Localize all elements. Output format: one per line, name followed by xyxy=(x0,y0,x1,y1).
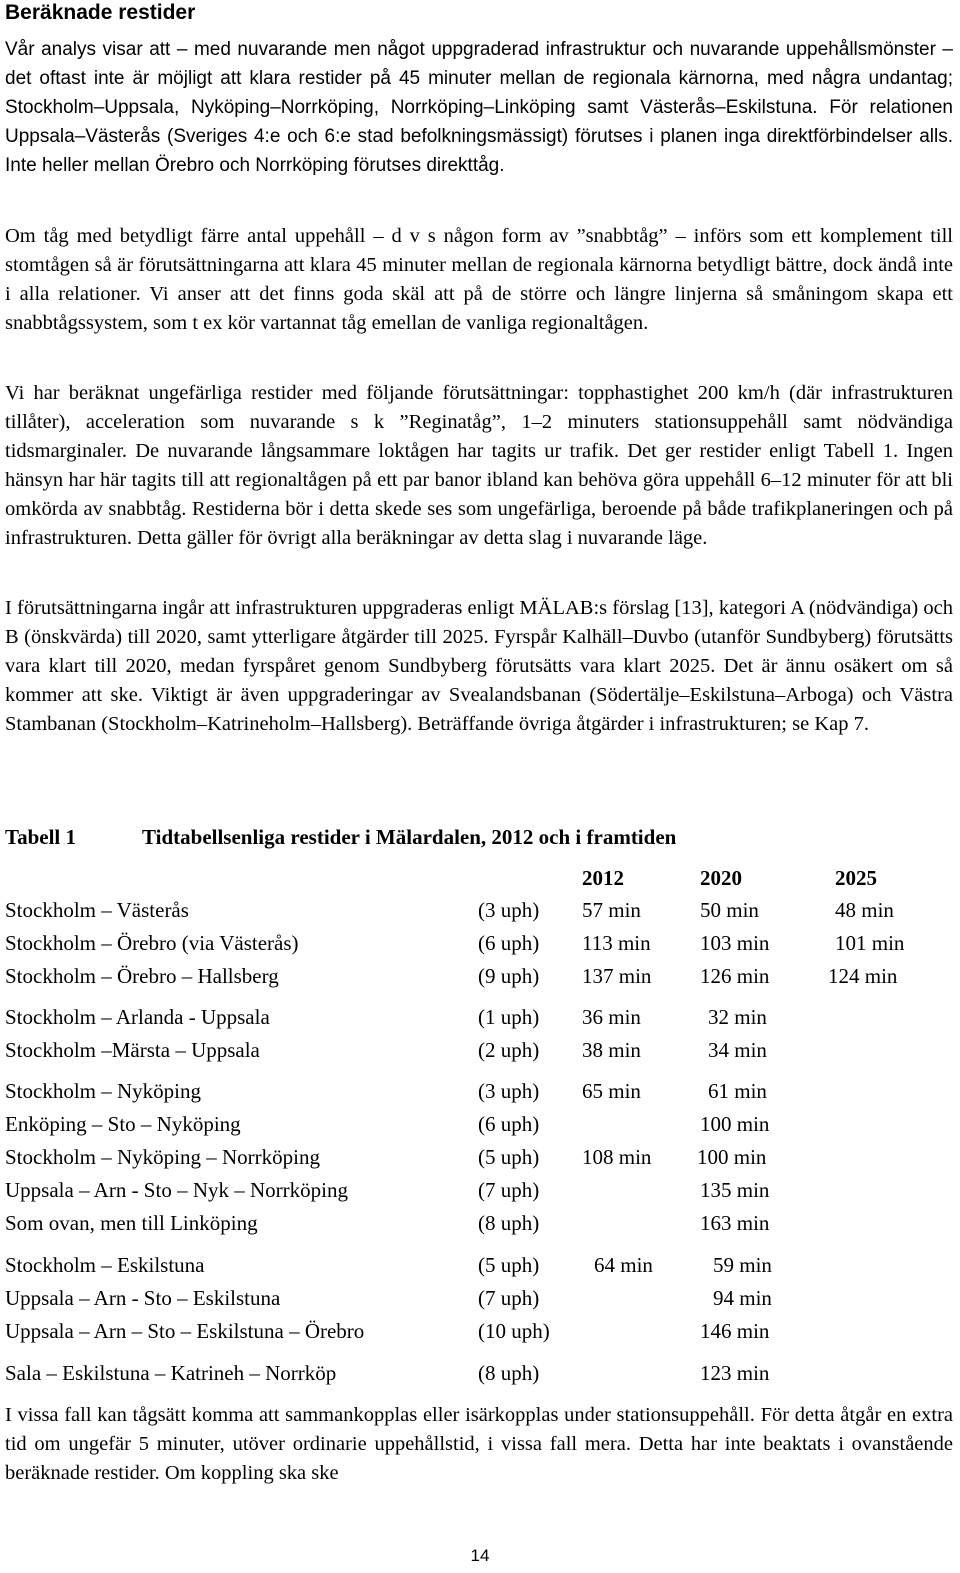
route-cell: Stockholm – Nyköping xyxy=(5,1079,202,1103)
departures-cell: (7 uph) xyxy=(478,1286,540,1310)
table-title: Tidtabellsenliga restider i Mälardalen, 2012 och i framtiden xyxy=(142,825,677,849)
route-cell: Stockholm –Märsta – Uppsala xyxy=(5,1038,260,1062)
time-2020-cell: 34 min xyxy=(708,1038,767,1062)
time-2020-cell: 100 min xyxy=(697,1145,767,1169)
table-row xyxy=(0,960,960,993)
time-2012-cell: 36 min xyxy=(582,1005,641,1029)
time-2020-cell: 94 min xyxy=(713,1286,772,1310)
table-row xyxy=(0,1357,960,1390)
departures-cell: (8 uph) xyxy=(478,1211,540,1235)
table-row xyxy=(0,1034,960,1067)
time-2012-cell: 57 min xyxy=(582,898,641,922)
route-cell: Uppsala – Arn – Sto – Eskilstuna – Örebro xyxy=(5,1319,365,1343)
paragraph-assumptions: Vi har beräknat ungefärliga restider med följande förutsättningar: topphastighet 200 km/h (där infrastrukturen tillåter), acceleration som nuvarande s k ”Reginatåg”, 1–2 minuters stationsuppehåll samt nödvändiga tidsmarginaler. De nuvarande långsammare loktågen har tagits ur trafik. Det ger restider enligt Tabell 1. Ingen hänsyn har här tagits till att regionaltågen på ett par banor ibland kan behöva göra uppehåll 6–12 minuter för att bli omkörda av snabbtåg. Restiderna bör i detta skede ses som ungefärliga, beroende på både trafikplaneringen och på infrastrukturen. Detta gäller för övrigt alla beräkningar av detta slag i nuvarande läge. xyxy=(5,382,953,549)
route-cell: Stockholm – Örebro – Hallsberg xyxy=(5,964,279,988)
departures-cell: (3 uph) xyxy=(478,898,540,922)
page-number: 14 xyxy=(470,1546,490,1565)
departures-cell: (5 uph) xyxy=(478,1253,540,1277)
column-header-2025: 2025 xyxy=(835,866,877,890)
section-heading: Beräknade restider xyxy=(5,1,196,24)
route-cell: Stockholm – Örebro (via Västerås) xyxy=(5,931,299,955)
time-2012-cell: 137 min xyxy=(582,964,652,988)
route-cell: Enköping – Sto – Nyköping xyxy=(5,1112,241,1136)
departures-cell: (6 uph) xyxy=(478,1112,540,1136)
time-2012-cell: 38 min xyxy=(582,1038,641,1062)
table-row xyxy=(0,1207,960,1240)
departures-cell: (1 uph) xyxy=(478,1005,540,1029)
time-2020-cell: 126 min xyxy=(700,964,770,988)
paragraph-infrastructure: I förutsättningarna ingår att infrastrukturen uppgraderas enligt MÄLAB:s förslag [13], kategori A (nödvändiga) och B (önskvärda) till 2020, samt ytterligare åtgärder till 2025. Fyrspår Kalhäll–Duvbo (utanför Sundbyberg) förutsätts vara klart till 2020, medan fyrspåret genom Sundbyberg förutsätts vara klart 2025. Det är ännu osäkert om så kommer att ske. Viktigt är även uppgraderingar av Svealandsbanan (Södertälje–Eskilstuna–Arboga) och Västra Stambanan (Stockholm–Katrineholm–Hallsberg). Beträffande övriga åtgärder i infrastrukturen; se Kap 7. xyxy=(5,597,953,735)
paragraph-coupling: I vissa fall kan tågsätt komma att sammankopplas eller isärkopplas under stationsuppehåll. För detta åtgår en extra tid om ungefär 5 minuter, utöver ordinarie uppehållstid, i vissa fall mera. Detta har inte beaktats i ovanstående beräknade restider. Om koppling ska ske xyxy=(5,1404,953,1484)
time-2012-cell: 108 min xyxy=(582,1145,652,1169)
time-2020-cell: 50 min xyxy=(700,898,759,922)
departures-cell: (2 uph) xyxy=(478,1038,540,1062)
time-2025-cell: 101 min xyxy=(835,931,905,955)
table-row xyxy=(0,1315,960,1348)
table-row xyxy=(0,1141,960,1174)
table-row xyxy=(0,1075,960,1108)
time-2025-cell: 124 min xyxy=(828,964,898,988)
paragraph-analysis: Vår analys visar att – med nuvarande men något uppgraderad infrastruktur och nuvarande uppehållsmönster – det oftast inte är möjligt att klara restider på 45 minuter mellan de regionala kärnorna, med några undantag; Stockholm–Uppsala, Nyköping–Norrköping, Norrköping–Linköping samt Västerås–Eskilstuna. För relationen Uppsala–Västerås (Sveriges 4:e och 6:e stad befolkningsmässigt) förutses i planen inga direktförbindelser alls. Inte heller mellan Örebro och Norrköping förutses direkttåg. xyxy=(5,39,953,176)
table-row xyxy=(0,1001,960,1034)
time-2020-cell: 123 min xyxy=(700,1361,770,1385)
time-2020-cell: 32 min xyxy=(708,1005,767,1029)
route-cell: Som ovan, men till Linköping xyxy=(5,1211,258,1235)
route-cell: Stockholm – Nyköping – Norrköping xyxy=(5,1145,320,1169)
paragraph-express-trains: Om tåg med betydligt färre antal uppehåll – d v s någon form av ”snabbtåg” – införs som ett komplement till stomtågen så är förutsättningarna att klara 45 minuter mellan de regionala kärnorna betydligt bättre, dock ändå inte i alla relationer. Vi anser att det finns goda skäl att på de större och längre linjerna så småningom skapa ett snabbtågssystem, som t ex kör vartannat tåg emellan de vanliga regionaltågen. xyxy=(5,225,953,334)
time-2025-cell: 48 min xyxy=(835,898,894,922)
table-caption xyxy=(5,823,676,851)
time-2020-cell: 135 min xyxy=(700,1178,770,1202)
time-2012-cell: 65 min xyxy=(582,1079,641,1103)
route-cell: Stockholm – Arlanda - Uppsala xyxy=(5,1005,270,1029)
column-header-2012: 2012 xyxy=(582,866,624,890)
route-cell: Sala – Eskilstuna – Katrineh – Norrköp xyxy=(5,1361,337,1385)
table-row xyxy=(0,1174,960,1207)
table-row xyxy=(0,927,960,960)
departures-cell: (8 uph) xyxy=(478,1361,540,1385)
time-2020-cell: 146 min xyxy=(700,1319,770,1343)
route-cell: Uppsala – Arn - Sto – Nyk – Norrköping xyxy=(5,1178,348,1202)
departures-cell: (10 uph) xyxy=(478,1319,550,1343)
departures-cell: (5 uph) xyxy=(478,1145,540,1169)
table-label: Tabell 1 xyxy=(5,825,76,849)
time-2020-cell: 103 min xyxy=(700,931,770,955)
route-cell: Uppsala – Arn - Sto – Eskilstuna xyxy=(5,1286,281,1310)
time-2012-cell: 64 min xyxy=(594,1253,653,1277)
route-cell: Stockholm – Eskilstuna xyxy=(5,1253,205,1277)
time-2020-cell: 59 min xyxy=(713,1253,772,1277)
time-2020-cell: 61 min xyxy=(708,1079,767,1103)
departures-cell: (6 uph) xyxy=(478,931,540,955)
departures-cell: (3 uph) xyxy=(478,1079,540,1103)
table-row xyxy=(0,1108,960,1141)
table-row xyxy=(0,894,960,927)
departures-cell: (7 uph) xyxy=(478,1178,540,1202)
time-2020-cell: 163 min xyxy=(700,1211,770,1235)
route-cell: Stockholm – Västerås xyxy=(5,898,189,922)
table-row xyxy=(0,1282,960,1315)
departures-cell: (9 uph) xyxy=(478,964,540,988)
column-header-2020: 2020 xyxy=(700,866,742,890)
table-row xyxy=(0,1249,960,1282)
time-2020-cell: 100 min xyxy=(700,1112,770,1136)
time-2012-cell: 113 min xyxy=(582,931,651,955)
